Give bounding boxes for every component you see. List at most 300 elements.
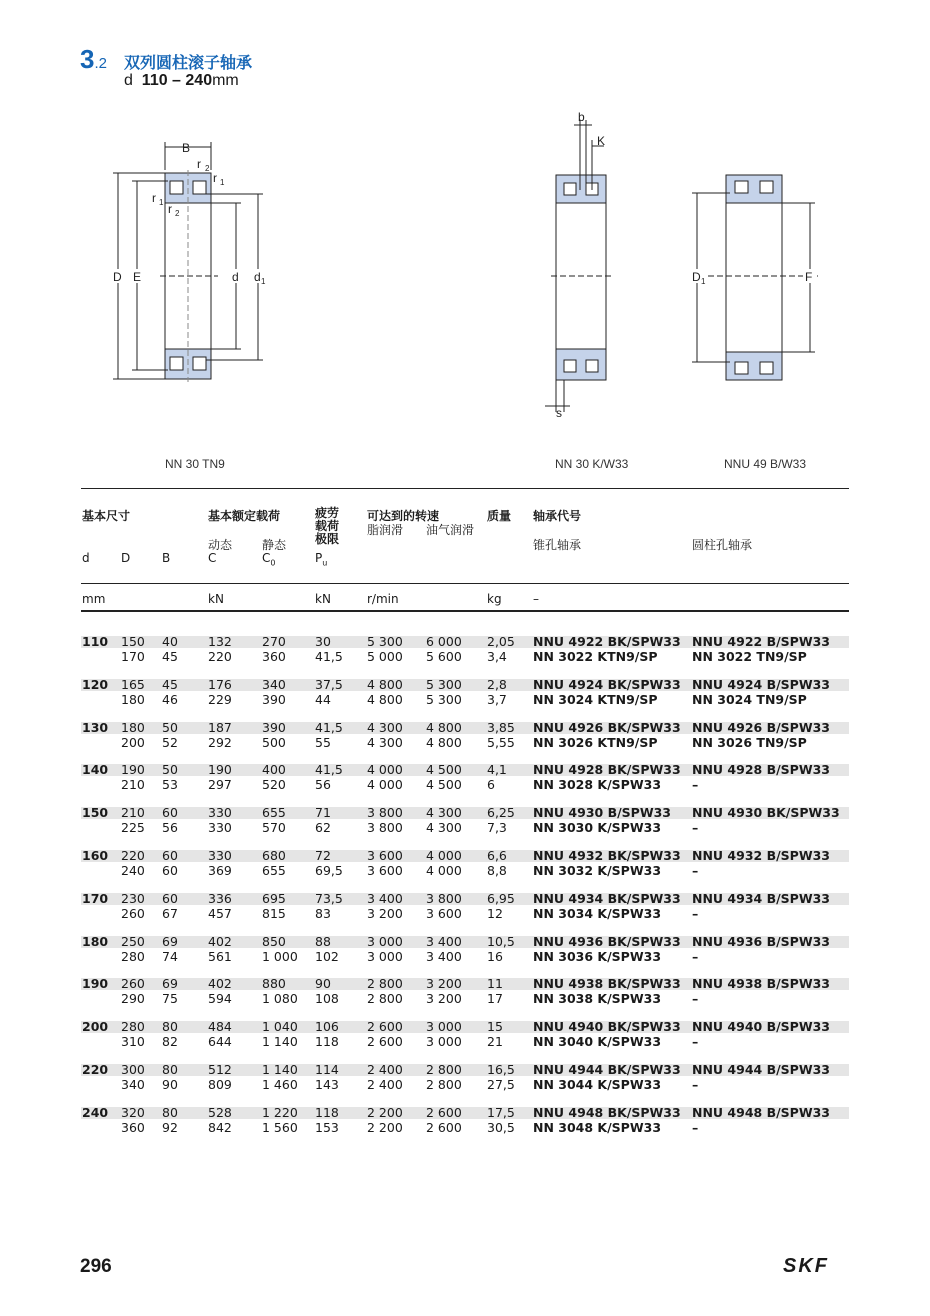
cell-d: 160	[82, 848, 109, 863]
cell-grease: 4 300	[367, 719, 403, 735]
cell-pu: 41,5	[315, 762, 343, 778]
cell-mass: 16	[487, 948, 503, 964]
cell-k1: NNU 4924 BK/SPW33	[533, 676, 681, 692]
diagram-nn30-tn9	[113, 142, 263, 382]
cell-k1: NNU 4936 BK/SPW33	[533, 933, 681, 949]
cell-c: 132	[208, 634, 232, 649]
cell-c0: 1 080	[262, 991, 298, 1007]
cell-k2: –	[692, 1077, 699, 1092]
table-row	[0, 735, 930, 750]
header-dynamic: 动态	[208, 538, 233, 552]
cell-oil: 6 000	[426, 634, 462, 649]
cell-k1: NNU 4944 BK/SPW33	[533, 1062, 681, 1077]
cell-grease: 2 200	[367, 1119, 403, 1135]
header-Pu-sub: u	[322, 558, 328, 568]
cell-k2: –	[692, 863, 699, 878]
cell-k2: NNU 4930 BK/SPW33	[692, 805, 840, 821]
cell-pu: 118	[315, 1034, 339, 1050]
cell-c0: 400	[262, 762, 286, 778]
cell-oil: 3 800	[426, 890, 462, 906]
cell-mass: 15	[487, 1019, 503, 1035]
cell-pu: 71	[315, 805, 331, 821]
cell-d: 150	[82, 805, 109, 821]
cell-pu: 153	[315, 1119, 339, 1135]
table-row	[0, 692, 930, 707]
cell-d: 250	[121, 933, 145, 949]
units-rule	[81, 610, 849, 612]
cell-d: 340	[121, 1077, 145, 1092]
cell-grease: 3 000	[367, 933, 403, 949]
cell-d: 260	[121, 905, 145, 921]
cell-b: 45	[162, 676, 178, 692]
cell-c: 644	[208, 1034, 232, 1050]
cell-grease: 2 600	[367, 1034, 403, 1050]
table-row	[0, 949, 930, 964]
label-r1-left-sub: 1	[159, 198, 164, 207]
section-major: 3	[80, 44, 95, 74]
cell-b: 50	[162, 762, 178, 778]
label-r1-top-sub: 1	[220, 178, 225, 187]
table-row	[0, 1120, 930, 1135]
unit-mm: mm	[82, 592, 106, 606]
cell-oil: 2 600	[426, 1119, 462, 1135]
cell-mass: 17,5	[487, 1104, 515, 1120]
cell-k1: NN 3040 K/SPW33	[533, 1034, 662, 1050]
table-row	[0, 848, 930, 863]
cell-c0: 1 460	[262, 1077, 298, 1092]
cell-k2: NN 3024 TN9/SP	[692, 691, 807, 707]
cell-d: 210	[121, 777, 145, 793]
label-d: d	[232, 270, 239, 284]
cell-oil: 5 300	[426, 691, 462, 707]
cell-mass: 6,6	[487, 848, 507, 863]
cell-mass: 6,25	[487, 805, 515, 821]
cell-grease: 4 000	[367, 777, 403, 793]
section-title: 双列圆柱滚子轴承	[124, 53, 253, 72]
cell-d: 240	[121, 863, 145, 878]
cell-c: 187	[208, 719, 232, 735]
cell-oil: 4 000	[426, 863, 462, 878]
cell-pu: 102	[315, 948, 339, 964]
cell-k1: NNU 4934 BK/SPW33	[533, 890, 681, 906]
cell-b: 67	[162, 905, 178, 921]
cell-grease: 2 400	[367, 1077, 403, 1092]
cell-c: 561	[208, 948, 232, 964]
cell-d: 140	[82, 762, 109, 778]
cell-d: 260	[121, 976, 145, 992]
cell-d: 290	[121, 991, 145, 1007]
cell-c0: 340	[262, 676, 286, 692]
diagram-nn30-k-w33	[545, 120, 611, 412]
cell-pu: 56	[315, 777, 331, 793]
cell-pu: 118	[315, 1104, 339, 1120]
cell-grease: 5 300	[367, 634, 403, 649]
header-speeds: 可达到的转速	[367, 509, 440, 523]
cell-c0: 680	[262, 848, 286, 863]
unit-dash: –	[533, 592, 539, 606]
cell-grease: 3 200	[367, 905, 403, 921]
header-fatigue-1: 疲劳	[315, 506, 340, 520]
cell-k1: NN 3048 K/SPW33	[533, 1119, 662, 1135]
cell-grease: 4 300	[367, 734, 403, 750]
cell-d: 110	[82, 634, 109, 649]
label-r1-top: r	[213, 171, 217, 185]
subtitle-range: 110 – 240	[141, 72, 213, 89]
cell-k1: NN 3030 K/SPW33	[533, 820, 662, 836]
cell-k2: NNU 4922 B/SPW33	[692, 634, 831, 649]
cell-c: 528	[208, 1104, 232, 1120]
cell-oil: 2 600	[426, 1104, 462, 1120]
table-row	[0, 777, 930, 792]
skf-logo: SKF	[783, 1255, 829, 1277]
cell-b: 53	[162, 777, 178, 793]
cell-mass: 2,8	[487, 676, 507, 692]
cell-k1: NN 3036 K/SPW33	[533, 948, 662, 964]
cell-c: 330	[208, 848, 232, 863]
cell-c: 594	[208, 991, 232, 1007]
cell-b: 75	[162, 991, 178, 1007]
cell-k1: NNU 4932 BK/SPW33	[533, 848, 681, 863]
label-d1-sub: 1	[261, 277, 266, 286]
table-row	[0, 991, 930, 1006]
cell-d: 280	[121, 948, 145, 964]
cell-c: 229	[208, 691, 232, 707]
cell-oil: 5 300	[426, 676, 462, 692]
cell-b: 69	[162, 976, 178, 992]
cell-oil: 5 600	[426, 649, 462, 664]
cell-d: 320	[121, 1104, 145, 1120]
subtitle-unit: mm	[212, 72, 239, 89]
cell-d: 180	[121, 719, 145, 735]
cell-d: 280	[121, 1019, 145, 1035]
diagram-nnu49-b-w33	[690, 175, 818, 380]
cell-c0: 390	[262, 719, 286, 735]
cell-mass: 6,95	[487, 890, 515, 906]
cell-pu: 41,5	[315, 649, 343, 664]
cell-grease: 4 000	[367, 762, 403, 778]
cell-c0: 520	[262, 777, 286, 793]
cell-grease: 3 800	[367, 805, 403, 821]
cell-c: 402	[208, 933, 232, 949]
cell-pu: 90	[315, 976, 331, 992]
table-row	[0, 1062, 930, 1077]
cell-d: 190	[121, 762, 145, 778]
cell-pu: 114	[315, 1062, 339, 1077]
label-r2-left-sub: 2	[175, 209, 180, 218]
cell-mass: 3,7	[487, 691, 507, 707]
unit-kn-load: kN	[208, 592, 224, 606]
subtitle-prefix: d	[124, 72, 133, 89]
cell-k1: NN 3026 KTN9/SP	[533, 734, 658, 750]
cell-b: 60	[162, 863, 178, 878]
cell-k2: NN 3022 TN9/SP	[692, 649, 807, 664]
cell-c: 176	[208, 676, 232, 692]
label-K: K	[597, 134, 606, 148]
cell-k1: NNU 4922 BK/SPW33	[533, 634, 681, 649]
table-row	[0, 1034, 930, 1049]
cell-mass: 30,5	[487, 1119, 515, 1135]
header-designation: 轴承代号	[533, 509, 582, 523]
cell-d: 165	[121, 676, 145, 692]
cell-c: 809	[208, 1077, 232, 1092]
label-r2-top: r	[197, 157, 201, 171]
cell-k1: NNU 4938 BK/SPW33	[533, 976, 681, 992]
cell-k1: NNU 4948 BK/SPW33	[533, 1104, 681, 1120]
table-row	[0, 805, 930, 820]
cell-c0: 270	[262, 634, 286, 649]
cell-mass: 4,1	[487, 762, 507, 778]
header-fatigue	[315, 507, 339, 546]
header-D: D	[121, 551, 131, 565]
cell-grease: 3 000	[367, 948, 403, 964]
cell-b: 60	[162, 848, 178, 863]
cell-pu: 83	[315, 905, 331, 921]
cell-grease: 3 600	[367, 863, 403, 878]
cell-c: 512	[208, 1062, 232, 1077]
cell-grease: 3 600	[367, 848, 403, 863]
cell-oil: 4 300	[426, 805, 462, 821]
cell-oil: 4 800	[426, 719, 462, 735]
cell-k2: –	[692, 1119, 699, 1135]
cell-grease: 2 800	[367, 991, 403, 1007]
cell-b: 80	[162, 1104, 178, 1120]
header-oil: 油气润滑	[426, 523, 475, 537]
cell-c0: 570	[262, 820, 286, 836]
header-mass: 质量	[487, 509, 512, 523]
cell-d: 240	[82, 1104, 109, 1120]
unit-kg: kg	[487, 592, 502, 606]
cell-c: 297	[208, 777, 232, 793]
cell-mass: 17	[487, 991, 503, 1007]
label-E: E	[133, 270, 142, 284]
cell-c: 457	[208, 905, 232, 921]
cell-pu: 69,5	[315, 863, 343, 878]
cell-k1: NN 3034 K/SPW33	[533, 905, 662, 921]
table-row	[0, 649, 930, 664]
cell-c0: 850	[262, 933, 286, 949]
cell-oil: 3 400	[426, 948, 462, 964]
header-B: B	[162, 551, 171, 565]
header-fatigue-2: 载荷	[315, 519, 340, 533]
cell-grease: 3 800	[367, 820, 403, 836]
cell-c0: 360	[262, 649, 286, 664]
cell-k2: –	[692, 1034, 699, 1050]
cell-c: 330	[208, 805, 232, 821]
cell-mass: 6	[487, 777, 495, 793]
table-row	[0, 720, 930, 735]
cell-c: 190	[208, 762, 232, 778]
caption-nn30-tn9: NN 30 TN9	[165, 457, 225, 471]
cell-grease: 5 000	[367, 649, 403, 664]
table-row	[0, 891, 930, 906]
header-d: d	[82, 551, 90, 565]
table-row	[0, 1019, 930, 1034]
cell-pu: 72	[315, 848, 331, 863]
cell-d: 220	[121, 848, 145, 863]
cell-c: 292	[208, 734, 232, 750]
cell-k2: –	[692, 948, 699, 964]
cell-pu: 143	[315, 1077, 339, 1092]
cell-d: 360	[121, 1119, 145, 1135]
cell-oil: 3 600	[426, 905, 462, 921]
unit-rpm: r/min	[367, 592, 399, 606]
label-r2-left: r	[168, 202, 172, 216]
cell-mass: 5,55	[487, 734, 515, 750]
cell-pu: 30	[315, 634, 331, 649]
label-b: b	[578, 110, 585, 124]
cell-k2: NN 3026 TN9/SP	[692, 734, 807, 750]
section-minor: .2	[94, 55, 107, 72]
table-top-rule	[81, 488, 849, 489]
cell-pu: 106	[315, 1019, 339, 1035]
header-rule	[81, 583, 849, 584]
table-row	[0, 677, 930, 692]
cell-mass: 7,3	[487, 820, 507, 836]
cell-c: 330	[208, 820, 232, 836]
label-B: B	[182, 141, 191, 155]
cell-pu: 41,5	[315, 719, 343, 735]
cell-d: 180	[82, 933, 109, 949]
cell-c: 336	[208, 890, 232, 906]
cell-d: 180	[121, 691, 145, 707]
cell-c0: 815	[262, 905, 286, 921]
cell-c: 220	[208, 649, 232, 664]
header-tapered: 锥孔轴承	[533, 538, 582, 552]
label-F: F	[805, 270, 813, 284]
cell-k1: NNU 4926 BK/SPW33	[533, 719, 681, 735]
cell-k1: NN 3032 K/SPW33	[533, 863, 662, 878]
cell-grease: 2 400	[367, 1062, 403, 1077]
label-s: s	[556, 406, 562, 420]
cell-k2: NNU 4928 B/SPW33	[692, 762, 831, 778]
cell-mass: 8,8	[487, 863, 507, 878]
cell-b: 45	[162, 649, 178, 664]
cell-mass: 11	[487, 976, 503, 992]
header-C: C	[208, 551, 217, 565]
cell-k2: NNU 4940 B/SPW33	[692, 1019, 831, 1035]
cell-k1: NN 3024 KTN9/SP	[533, 691, 658, 707]
cell-k1: NNU 4928 BK/SPW33	[533, 762, 681, 778]
table-row	[0, 820, 930, 835]
cell-k2: NNU 4936 B/SPW33	[692, 933, 831, 949]
cell-c0: 1 140	[262, 1062, 298, 1077]
cell-grease: 3 400	[367, 890, 403, 906]
cell-k2: –	[692, 905, 699, 921]
cell-b: 60	[162, 805, 178, 821]
cell-c: 842	[208, 1119, 232, 1135]
caption-nnu49-b-w33: NNU 49 B/W33	[724, 457, 807, 471]
cell-k1: NNU 4940 BK/SPW33	[533, 1019, 681, 1035]
header-Pu	[315, 551, 327, 567]
cell-oil: 4 000	[426, 848, 462, 863]
cell-k1: NN 3044 K/SPW33	[533, 1077, 662, 1092]
cell-oil: 4 500	[426, 777, 462, 793]
cell-k2: –	[692, 820, 699, 836]
cell-grease: 2 200	[367, 1104, 403, 1120]
cell-oil: 3 200	[426, 976, 462, 992]
cell-d: 120	[82, 676, 109, 692]
cell-b: 80	[162, 1019, 178, 1035]
cell-d: 190	[82, 976, 109, 992]
cell-c0: 390	[262, 691, 286, 707]
cell-grease: 4 800	[367, 691, 403, 707]
cell-k2: NNU 4924 B/SPW33	[692, 676, 831, 692]
cell-d: 170	[82, 890, 109, 906]
header-fatigue-3: 极限	[315, 532, 340, 546]
header-cylindrical: 圆柱孔轴承	[692, 538, 753, 552]
cell-d: 310	[121, 1034, 145, 1050]
cell-b: 74	[162, 948, 178, 964]
table-row	[0, 1105, 930, 1120]
table-row	[0, 906, 930, 921]
cell-pu: 44	[315, 691, 331, 707]
table-row	[0, 634, 930, 649]
cell-mass: 27,5	[487, 1077, 515, 1092]
cell-oil: 3 000	[426, 1019, 462, 1035]
cell-oil: 3 200	[426, 991, 462, 1007]
label-D1: D	[692, 270, 701, 284]
cell-grease: 4 800	[367, 676, 403, 692]
cell-d: 230	[121, 890, 145, 906]
cell-k2: NNU 4932 B/SPW33	[692, 848, 831, 863]
cell-oil: 4 300	[426, 820, 462, 836]
cell-pu: 37,5	[315, 676, 343, 692]
header-grease: 脂润滑	[367, 523, 404, 537]
label-d1: d	[254, 270, 261, 284]
cell-d: 200	[82, 1019, 109, 1035]
cell-mass: 12	[487, 905, 503, 921]
cell-b: 56	[162, 820, 178, 836]
cell-c0: 880	[262, 976, 286, 992]
cell-mass: 3,85	[487, 719, 515, 735]
caption-nn30-k-w33: NN 30 K/W33	[555, 457, 629, 471]
header-dims: 基本尺寸	[82, 509, 131, 523]
cell-mass: 3,4	[487, 649, 507, 664]
cell-oil: 3 000	[426, 1034, 462, 1050]
cell-oil: 4 800	[426, 734, 462, 750]
cell-mass: 16,5	[487, 1062, 515, 1077]
cell-mass: 10,5	[487, 933, 515, 949]
cell-grease: 2 800	[367, 976, 403, 992]
cell-k2: NNU 4926 B/SPW33	[692, 719, 831, 735]
cell-pu: 88	[315, 933, 331, 949]
cell-c0: 655	[262, 805, 286, 821]
cell-pu: 55	[315, 734, 331, 750]
cell-k2: NNU 4934 B/SPW33	[692, 890, 831, 906]
header-C0-sub: 0	[270, 558, 276, 568]
cell-k1: NNU 4930 B/SPW33	[533, 805, 672, 821]
cell-k1: NN 3038 K/SPW33	[533, 991, 662, 1007]
unit-kn-fatigue: kN	[315, 592, 331, 606]
page-number: 296	[80, 1256, 112, 1277]
table-row	[0, 1077, 930, 1092]
cell-d: 210	[121, 805, 145, 821]
cell-k2: NNU 4944 B/SPW33	[692, 1062, 831, 1077]
cell-b: 69	[162, 933, 178, 949]
cell-k1: NN 3022 KTN9/SP	[533, 649, 658, 664]
cell-b: 60	[162, 890, 178, 906]
bearing-diagrams	[0, 0, 930, 470]
cell-k2: NNU 4938 B/SPW33	[692, 976, 831, 992]
cell-d: 150	[121, 634, 145, 649]
cell-d: 300	[121, 1062, 145, 1077]
cell-c0: 1 140	[262, 1034, 298, 1050]
cell-b: 46	[162, 691, 178, 707]
cell-c0: 1 040	[262, 1019, 298, 1035]
cell-b: 40	[162, 634, 178, 649]
header-loads: 基本额定载荷	[208, 509, 281, 523]
cell-d: 130	[82, 719, 109, 735]
